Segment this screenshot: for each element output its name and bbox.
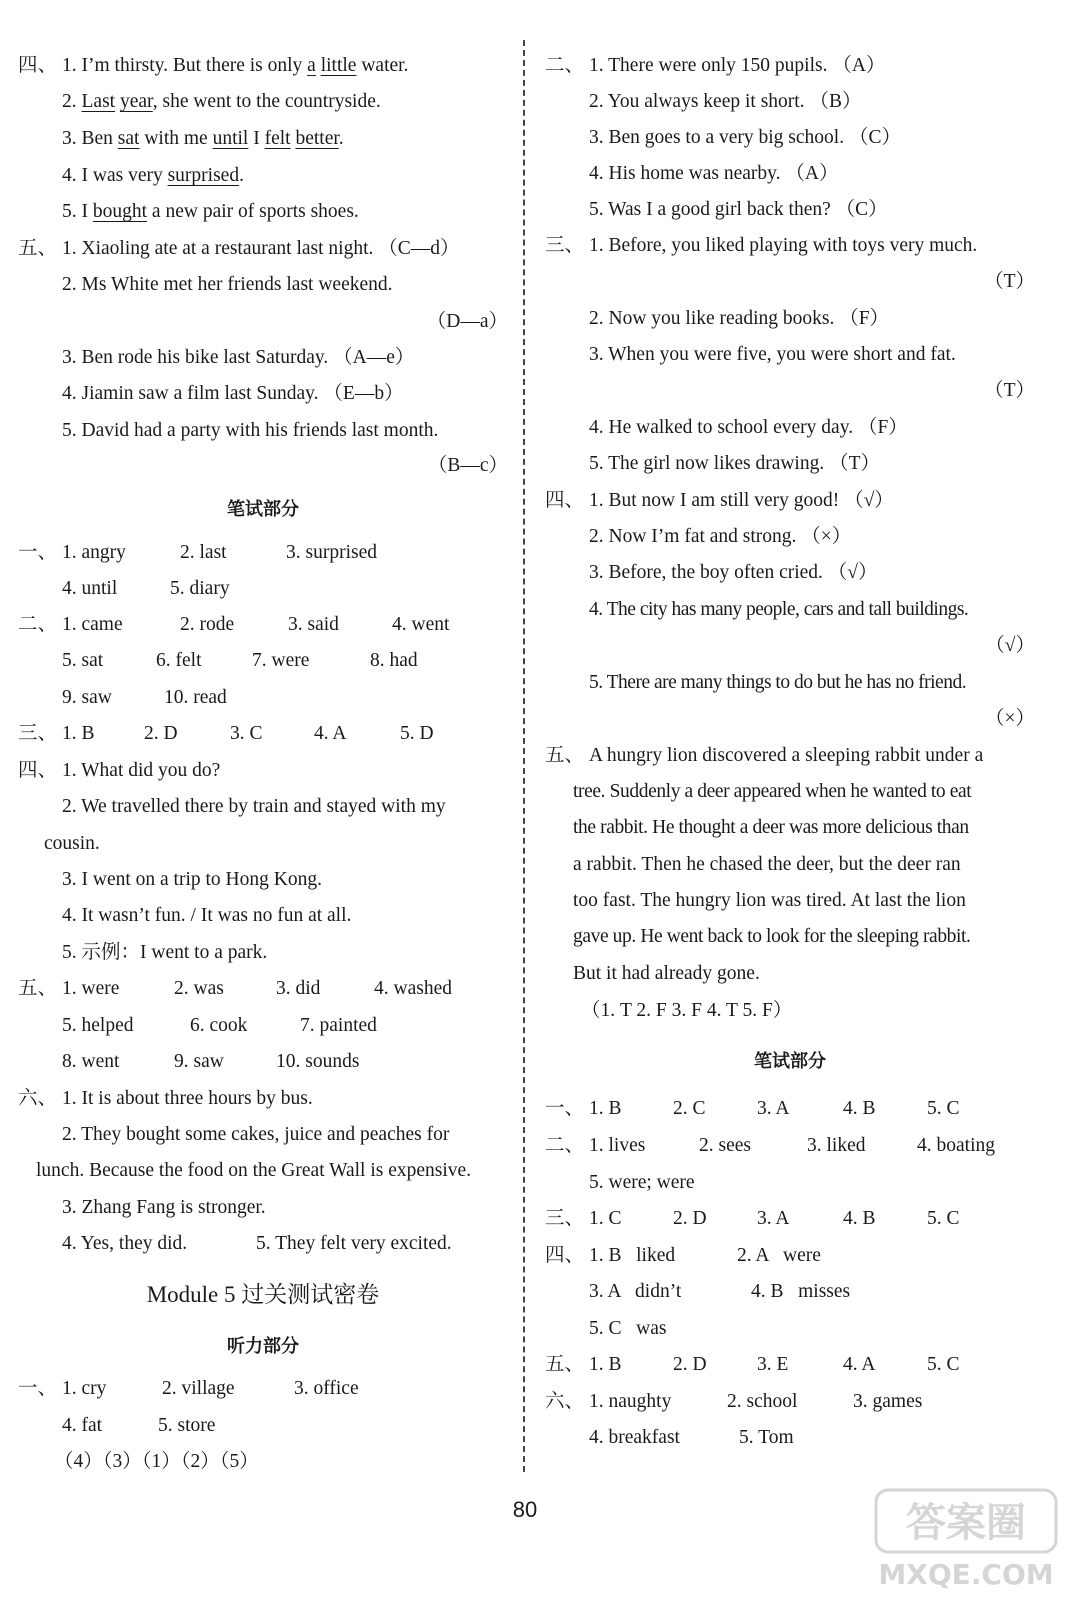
answer-text: 3. said bbox=[288, 614, 339, 635]
answer-text: 4. The city has many people, cars and tall buildings. bbox=[589, 599, 969, 620]
answer-text: 10. sounds bbox=[276, 1051, 360, 1072]
answer-text: 2. school bbox=[727, 1391, 798, 1412]
section-marker: 三、 bbox=[545, 1208, 585, 1229]
section-marker: 二、 bbox=[545, 55, 585, 76]
answer-line bbox=[545, 665, 1035, 701]
answer-key: （D—a） bbox=[426, 311, 508, 332]
answer-text: 4. B bbox=[843, 1208, 876, 1229]
answer-text: 1. B bbox=[589, 1098, 622, 1119]
answer-line bbox=[18, 1008, 508, 1044]
answer-text: 4. until bbox=[62, 578, 118, 599]
answer-key: （B—c） bbox=[427, 455, 508, 476]
answer-line bbox=[545, 1347, 1035, 1383]
answer-text: 5. helped bbox=[62, 1015, 134, 1036]
section-marker: 五、 bbox=[545, 745, 585, 766]
answer-line bbox=[18, 340, 508, 376]
answer-text: 3. Ben sat with me until I felt better. bbox=[62, 128, 344, 149]
answer-text: 4. A bbox=[843, 1354, 876, 1375]
answer-text: 8. had bbox=[370, 650, 418, 671]
answer-text: 1. B liked bbox=[589, 1245, 676, 1266]
answer-text: 5. diary bbox=[170, 578, 230, 599]
answer-line bbox=[18, 48, 508, 84]
answer-text: 1. were bbox=[62, 978, 120, 999]
answer-text: 5. C bbox=[927, 1354, 960, 1375]
page-number: 80 bbox=[512, 1497, 538, 1522]
answer-text: 5. C bbox=[927, 1208, 960, 1229]
answer-text: 3. did bbox=[276, 978, 321, 999]
answer-line bbox=[545, 1420, 1035, 1456]
answer-line bbox=[18, 376, 508, 412]
section-marker: 四、 bbox=[18, 55, 58, 76]
answer-line bbox=[18, 826, 508, 862]
section-heading: 笔试部分 bbox=[754, 1051, 826, 1072]
answer-text: 3. Ben goes to a very big school. （C） bbox=[589, 127, 901, 148]
answer-text: 4. breakfast bbox=[589, 1427, 680, 1448]
answer-text: 5. sat bbox=[62, 650, 104, 671]
answer-text: 3. Before, the boy often cried. （√） bbox=[589, 562, 878, 583]
answer-line bbox=[18, 267, 508, 303]
answer-text: 3. E bbox=[757, 1354, 789, 1375]
section-marker: 一、 bbox=[18, 542, 58, 563]
answer-line bbox=[18, 121, 508, 157]
answer-text: 2. was bbox=[174, 978, 224, 999]
answer-line bbox=[18, 1408, 508, 1444]
answer-text: 1. C bbox=[589, 1208, 622, 1229]
answer-text: 4. washed bbox=[374, 978, 452, 999]
answer-text: 9. saw bbox=[62, 687, 112, 708]
passage-text: tree. Suddenly a deer appeared when he wanted to eat bbox=[573, 781, 972, 802]
passage-text: A hungry lion discovered a sleeping rabbit under a bbox=[589, 745, 984, 766]
answer-text: 5. C was bbox=[589, 1318, 667, 1339]
answer-line bbox=[18, 607, 508, 643]
answer-text: 1. angry bbox=[62, 542, 126, 563]
answer-text: 4. boating bbox=[917, 1135, 995, 1156]
section-marker: 四、 bbox=[18, 760, 58, 781]
answer-text: 3. A bbox=[757, 1208, 790, 1229]
answer-text: （1. T 2. F 3. F 4. T 5. F） bbox=[581, 1000, 793, 1021]
answer-line bbox=[18, 753, 508, 789]
answer-text: 1. It is about three hours by bus. bbox=[62, 1088, 313, 1109]
answer-key: （T） bbox=[984, 271, 1035, 292]
watermark-url: MXQE.COM bbox=[878, 1558, 1054, 1591]
answer-line bbox=[545, 1165, 1035, 1201]
answer-line bbox=[18, 1117, 508, 1153]
answer-text: 2. Now I’m fat and strong. （×） bbox=[589, 526, 852, 547]
answer-line bbox=[545, 919, 1035, 955]
answer-line bbox=[18, 1444, 508, 1480]
answer-text: 10. read bbox=[164, 687, 227, 708]
answer-text: 6. cook bbox=[190, 1015, 248, 1036]
answer-text: 2. sees bbox=[699, 1135, 751, 1156]
section-marker: 五、 bbox=[545, 1354, 585, 1375]
answer-text: 4. It wasn’t fun. / It was no fun at all. bbox=[62, 905, 352, 926]
answer-line bbox=[545, 446, 1035, 482]
answer-line bbox=[18, 158, 508, 194]
answer-text: 8. went bbox=[62, 1051, 120, 1072]
answer-text: 2. D bbox=[144, 723, 178, 744]
answer-line bbox=[545, 519, 1035, 555]
section-marker: 一、 bbox=[18, 1378, 58, 1399]
answer-text: 2. Ms White met her friends last weekend. bbox=[62, 274, 393, 295]
section-marker: 五、 bbox=[18, 978, 58, 999]
module-title: Module 5 过关测试密卷 bbox=[146, 1282, 380, 1307]
answer-text: 2. A were bbox=[737, 1245, 821, 1266]
answer-text: 5. I bought a new pair of sports shoes. bbox=[62, 201, 359, 222]
section-marker: 五、 bbox=[18, 238, 58, 259]
answer-text: 5. D bbox=[400, 723, 434, 744]
answer-key: （T） bbox=[984, 380, 1035, 401]
answer-line bbox=[18, 898, 508, 934]
answer-text: 3. liked bbox=[807, 1135, 866, 1156]
answer-text: 9. saw bbox=[174, 1051, 224, 1072]
answer-line bbox=[545, 228, 1035, 264]
answer-text: 4. He walked to school every day. （F） bbox=[589, 417, 908, 438]
answer-text: 5. The girl now likes drawing. （T） bbox=[589, 453, 881, 474]
answer-text: 4. I was very surprised. bbox=[62, 165, 244, 186]
answer-text: 2. You always keep it short. （B） bbox=[589, 91, 862, 112]
answer-text: 4. B bbox=[843, 1098, 876, 1119]
answer-text: 5. store bbox=[158, 1415, 216, 1436]
answer-text: 5. were; were bbox=[589, 1172, 695, 1193]
answer-text: 4. Yes, they did. bbox=[62, 1233, 188, 1254]
answer-text: 7. were bbox=[252, 650, 310, 671]
answer-text: 3. C bbox=[230, 723, 263, 744]
answer-text: 2. D bbox=[673, 1354, 707, 1375]
answer-text: 1. I’m thirsty. But there is only a little water. bbox=[62, 55, 409, 76]
answer-text: 1. lives bbox=[589, 1135, 646, 1156]
answer-text: 1. What did you do? bbox=[62, 760, 221, 781]
section-heading: 笔试部分 bbox=[227, 499, 299, 520]
answer-line bbox=[545, 1384, 1035, 1420]
answer-text: 3. A bbox=[757, 1098, 790, 1119]
answer-line bbox=[545, 592, 1035, 628]
answer-line bbox=[545, 883, 1035, 919]
answer-line bbox=[18, 643, 508, 679]
answer-line bbox=[545, 847, 1035, 883]
section-heading: 听力部分 bbox=[227, 1336, 299, 1357]
answer-line bbox=[18, 231, 508, 267]
column-divider bbox=[523, 40, 525, 1472]
answer-text: 3. games bbox=[853, 1391, 923, 1412]
answer-line bbox=[545, 956, 1035, 992]
answer-text: 2. last bbox=[180, 542, 227, 563]
section-marker: 六、 bbox=[545, 1391, 585, 1412]
answer-line bbox=[18, 1044, 508, 1080]
passage-text: gave up. He went back to look for the sleeping rabbit. bbox=[573, 926, 971, 947]
section-marker: 四、 bbox=[545, 1245, 585, 1266]
answer-line bbox=[545, 84, 1035, 120]
answer-line bbox=[545, 410, 1035, 446]
section-marker: 六、 bbox=[18, 1088, 58, 1109]
answer-text: 1. B bbox=[62, 723, 95, 744]
answer-text: 3. Ben rode his bike last Saturday. （A—e） bbox=[62, 347, 415, 368]
answer-line bbox=[18, 1190, 508, 1226]
watermark-title: 答案圈 bbox=[906, 1500, 1026, 1546]
answer-key: （√） bbox=[985, 635, 1035, 656]
answer-line bbox=[18, 716, 508, 752]
answer-text: 5. 示例：I went to a park. bbox=[62, 942, 268, 963]
answer-line bbox=[545, 1201, 1035, 1237]
answer-text: 1. B bbox=[589, 1354, 622, 1375]
section-marker: 三、 bbox=[18, 723, 58, 744]
answer-text: lunch. Because the food on the Great Wall is expensive. bbox=[36, 1160, 472, 1181]
answer-line bbox=[18, 935, 508, 971]
answer-line bbox=[545, 337, 1035, 373]
section-marker: 三、 bbox=[545, 235, 585, 256]
answer-text: 3. A didn’t bbox=[589, 1281, 682, 1302]
section-marker: 一、 bbox=[545, 1098, 585, 1119]
answer-line bbox=[18, 535, 508, 571]
answer-line bbox=[18, 1081, 508, 1117]
answer-line bbox=[18, 971, 508, 1007]
answer-line bbox=[545, 993, 1035, 1029]
answer-text: 3. office bbox=[294, 1378, 359, 1399]
answer-text: 2. C bbox=[673, 1098, 706, 1119]
passage-text: too fast. The hungry lion was tired. At last the lion bbox=[573, 890, 966, 911]
section-marker: 二、 bbox=[545, 1135, 585, 1156]
passage-text: the rabbit. He thought a deer was more delicious than bbox=[573, 817, 969, 838]
answer-line bbox=[545, 810, 1035, 846]
answer-line bbox=[18, 194, 508, 230]
answer-line bbox=[545, 1238, 1035, 1274]
answer-text: 5. There are many things to do but he has no friend. bbox=[589, 672, 967, 693]
answer-line bbox=[545, 156, 1035, 192]
section-marker: 二、 bbox=[18, 614, 58, 635]
passage-text: a rabbit. Then he chased the deer, but the deer ran bbox=[573, 854, 961, 875]
answer-line bbox=[545, 1274, 1035, 1310]
answer-text: 5. David had a party with his friends last month. bbox=[62, 420, 439, 441]
answer-text: 3. surprised bbox=[286, 542, 377, 563]
answer-text: 3. Zhang Fang is stronger. bbox=[62, 1197, 266, 1218]
answer-line bbox=[545, 1128, 1035, 1164]
answer-line bbox=[545, 483, 1035, 519]
passage-text: But it had already gone. bbox=[573, 963, 760, 984]
answer-line bbox=[18, 1153, 508, 1189]
answer-text: 2. Now you like reading books. （F） bbox=[589, 308, 890, 329]
answer-text: 5. Tom bbox=[739, 1427, 794, 1448]
answer-text: 2. village bbox=[162, 1378, 235, 1399]
answer-line bbox=[18, 862, 508, 898]
watermark-logo bbox=[872, 1484, 1062, 1594]
answer-line bbox=[18, 571, 508, 607]
answer-line bbox=[18, 1371, 508, 1407]
answer-line bbox=[18, 789, 508, 825]
answer-line bbox=[545, 301, 1035, 337]
answer-text: 5. C bbox=[927, 1098, 960, 1119]
answer-key: （×） bbox=[985, 708, 1035, 729]
answer-text: 4. fat bbox=[62, 1415, 103, 1436]
answer-text: 3. When you were five, you were short and fat. bbox=[589, 344, 956, 365]
answer-line bbox=[545, 774, 1035, 810]
answer-text: 1. Xiaoling ate at a restaurant last night. （C—d） bbox=[62, 238, 460, 259]
answer-text: 4. went bbox=[392, 614, 450, 635]
answer-text: 1. But now I am still very good! （√） bbox=[589, 490, 894, 511]
answer-line bbox=[545, 192, 1035, 228]
answer-text: 2. We travelled there by train and stayed with my bbox=[62, 796, 446, 817]
answer-line bbox=[18, 84, 508, 120]
answer-text: 2. D bbox=[673, 1208, 707, 1229]
answer-line bbox=[18, 680, 508, 716]
answer-text: 1. came bbox=[62, 614, 123, 635]
answer-text: cousin. bbox=[44, 833, 100, 854]
answer-line bbox=[545, 738, 1035, 774]
answer-line bbox=[18, 1226, 508, 1262]
answer-text: 4. Jiamin saw a film last Sunday. （E—b） bbox=[62, 383, 404, 404]
answer-text: 5. They felt very excited. bbox=[256, 1233, 452, 1254]
answer-line bbox=[545, 48, 1035, 84]
answer-text: 2. Last year, she went to the countryside. bbox=[62, 91, 381, 112]
answer-text: 1. naughty bbox=[589, 1391, 672, 1412]
answer-text: 1. Before, you liked playing with toys very much. bbox=[589, 235, 978, 256]
answer-text: 5. Was I a good girl back then? （C） bbox=[589, 199, 888, 220]
answer-text: 1. cry bbox=[62, 1378, 107, 1399]
answer-text: 4. A bbox=[314, 723, 347, 744]
answer-line bbox=[18, 413, 508, 449]
section-marker: 四、 bbox=[545, 490, 585, 511]
answer-text: 1. There were only 150 pupils. （A） bbox=[589, 55, 886, 76]
answer-text: 2. rode bbox=[180, 614, 235, 635]
answer-line bbox=[545, 1091, 1035, 1127]
answer-line bbox=[545, 1311, 1035, 1347]
answer-text: 2. They bought some cakes, juice and peaches for bbox=[62, 1124, 450, 1145]
answer-text: 3. I went on a trip to Hong Kong. bbox=[62, 869, 322, 890]
answer-text: 7. painted bbox=[300, 1015, 377, 1036]
answer-line bbox=[545, 120, 1035, 156]
answer-text: （4）（3）（1）（2）（5） bbox=[54, 1451, 259, 1472]
answer-text: 4. His home was nearby. （A） bbox=[589, 163, 839, 184]
answer-text: 4. B misses bbox=[751, 1281, 851, 1302]
answer-line bbox=[545, 555, 1035, 591]
answer-text: 6. felt bbox=[156, 650, 202, 671]
